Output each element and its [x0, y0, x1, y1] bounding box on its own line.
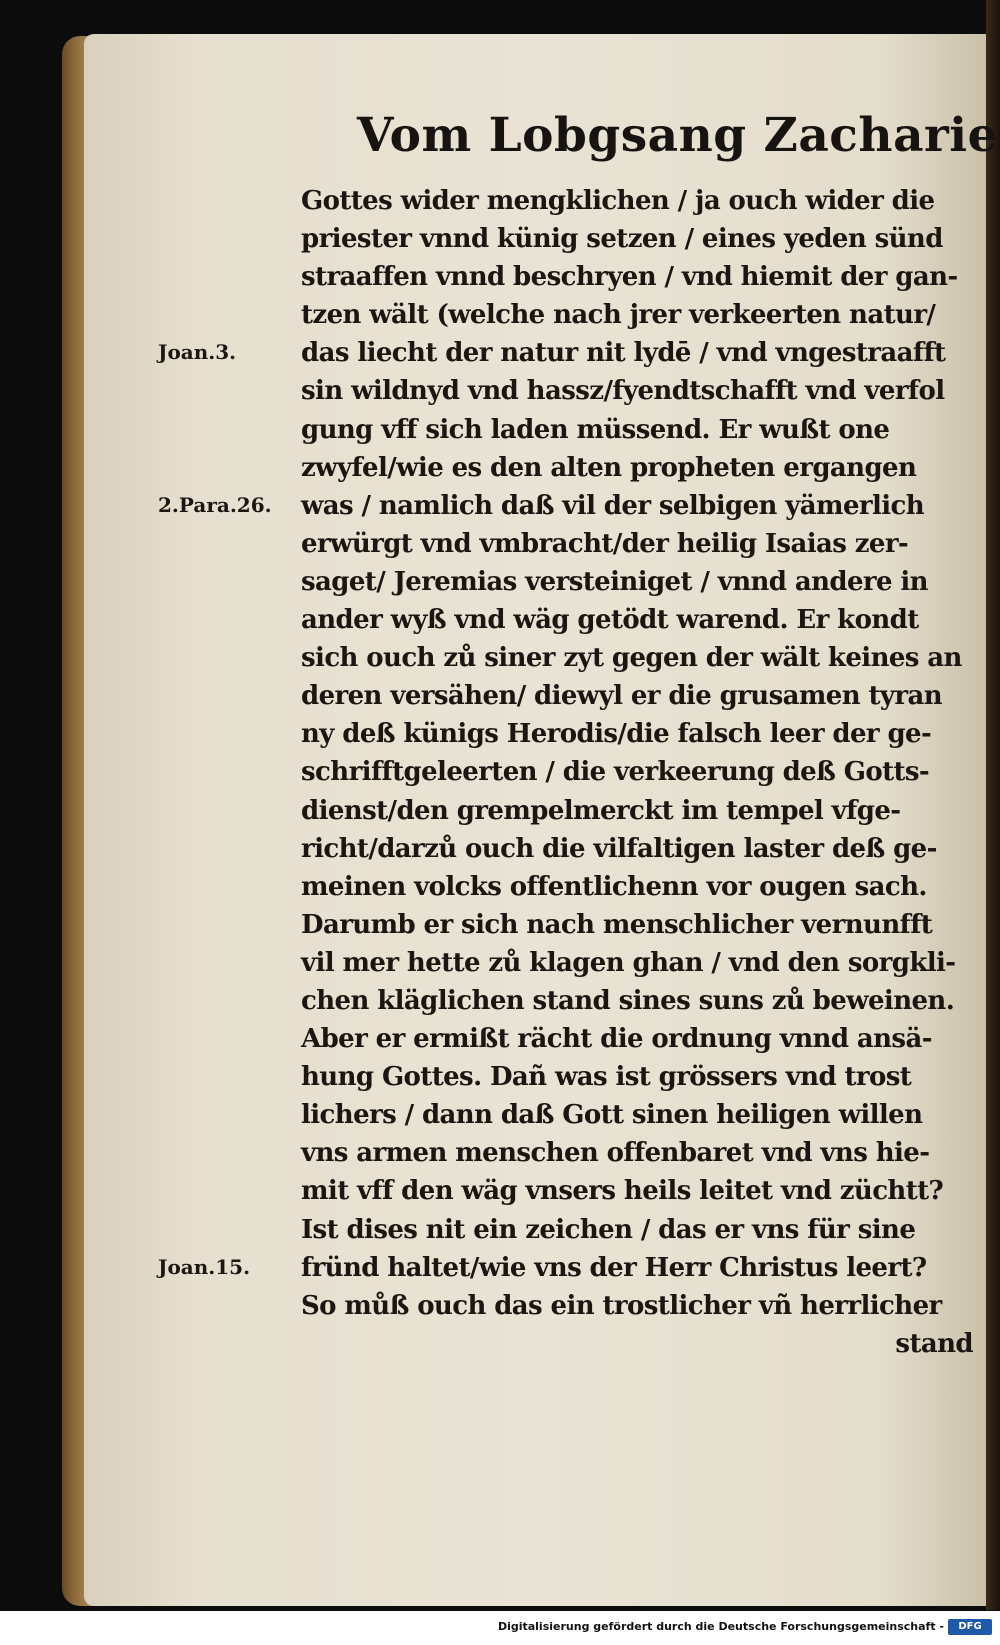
text-line: gung vff sich laden müssend. Er wußt one: [301, 414, 890, 445]
text-line: das liecht der natur nit lydē / vnd vngestraafft: [301, 338, 946, 369]
footer-bar: [0, 1611, 1000, 1645]
text-line: ny deß künigs Herodis/die falsch leer der ge-: [301, 719, 932, 750]
text-line: tzen wält (welche nach jrer verkeerten natur/: [301, 300, 936, 331]
text-line: mit vff den wäg vnsers heils leitet vnd züchtt?: [301, 1176, 944, 1207]
text-line: vns armen menschen offenbaret vnd vns hie-: [301, 1138, 930, 1169]
text-line: Darumb er sich nach menschlicher vernunfft: [301, 909, 933, 940]
text-line: deren versähen/ diewyl er die grusamen tyran: [301, 681, 943, 712]
footer-credit: Digitalisierung gefördert durch die Deutsche Forschungsgemeinschaft -: [497, 1620, 944, 1633]
text-line: sich ouch zů siner zyt gegen der wält keines an: [301, 643, 962, 674]
text-line: Ist dises nit ein zeichen / das er vns für sine: [301, 1214, 916, 1245]
text-line: sin wildnyd vnd hassz/fyendtschafft vnd verfol: [301, 376, 945, 407]
text-line: saget/ Jeremias versteiniget / vnnd andere in: [301, 566, 928, 597]
text-line: straaffen vnnd beschryen / vnd hiemit der gan-: [301, 262, 958, 293]
body-text: [301, 182, 981, 1363]
text-line: was / namlich daß vil der selbigen yämerlich: [301, 490, 925, 521]
text-line: Gottes wider mengklichen / ja ouch wider die: [301, 186, 935, 216]
text-line: vil mer hette zů klagen ghan / vnd den sorgkli-: [301, 947, 956, 978]
running-heading: Vom Lobgsang Zacharie: [357, 108, 999, 163]
text-line: richt/darzů ouch die vilfaltigen laster deß ge-: [301, 833, 937, 864]
text-line: meinen volcks offentlichenn vor ougen sach.: [301, 871, 927, 902]
text-line: zwyfel/wie es den alten propheten ergangen: [301, 452, 917, 483]
text-line: fründ haltet/wie vns der Herr Christus leert?: [301, 1252, 927, 1283]
text-line: schrifftgeleerten / die verkeerung deß Gotts-: [301, 757, 930, 788]
text-line: chen kläglichen stand sines suns zů beweinen.: [301, 985, 955, 1016]
text-line: ander wyß vnd wäg getödt warend. Er kondt: [301, 605, 919, 636]
margin-reference: 2.Para.26.: [158, 492, 272, 517]
text-line: dienst/den grempelmerckt im tempel vfge-: [301, 795, 901, 826]
margin-reference: Joan.3.: [158, 340, 237, 365]
text-line: So můß ouch das ein trostlicher vñ herrlicher: [301, 1290, 942, 1321]
text-line: lichers / dann daß Gott sinen heiligen willen: [301, 1100, 923, 1131]
text-line: Aber er ermißt rächt die ordnung vnnd ansä-: [301, 1024, 932, 1055]
text-line: stand: [895, 1328, 973, 1359]
dfg-logo: DFG: [948, 1619, 992, 1635]
text-line: hung Gottes. Dañ was ist grössers vnd trost: [301, 1062, 912, 1093]
text-line: erwürgt vnd vmbracht/der heilig Isaias zer-: [301, 528, 909, 559]
text-line: priester vnnd künig setzen / eines yeden sünd: [301, 224, 943, 255]
margin-reference: Joan.15.: [158, 1254, 251, 1279]
page-edge-shadow: [986, 0, 1000, 1610]
